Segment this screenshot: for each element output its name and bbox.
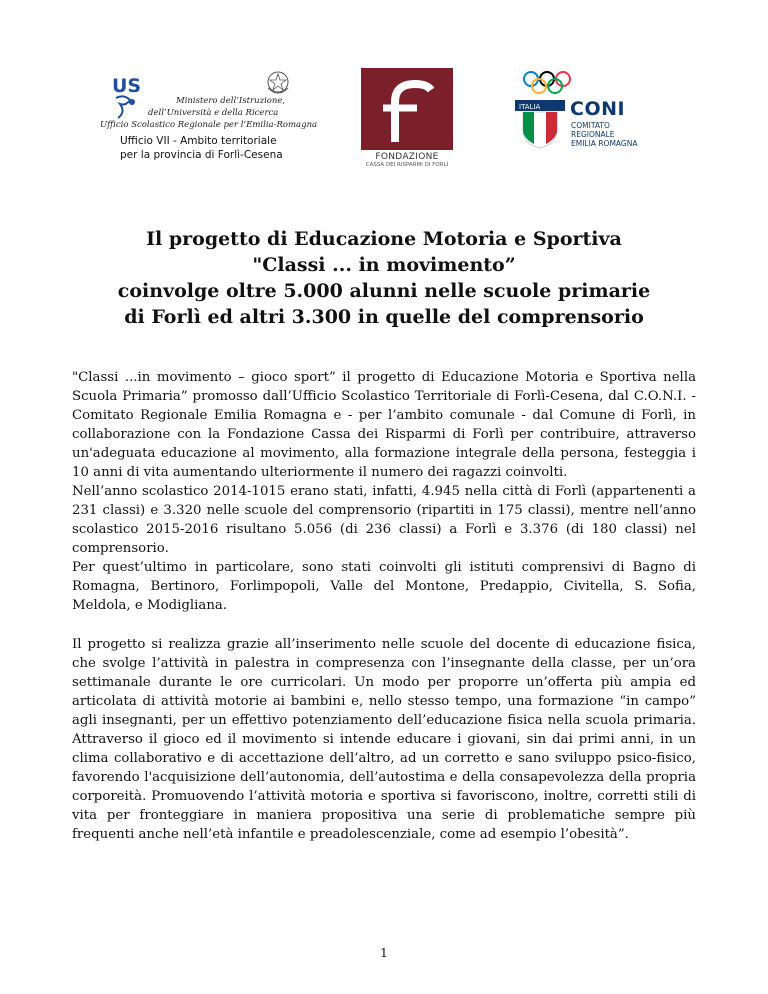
svg-text:US: US bbox=[112, 75, 142, 97]
fondazione-logo-icon bbox=[361, 68, 453, 150]
olympic-rings-icon bbox=[519, 70, 599, 96]
paragraph: Il progetto si realizza grazie all’inserimento nelle scuole del docente di educazione fisica, che svolge l’attività in palestra in compresenza con l’insegnante della classe, per un’ora settimanale durante le ore curricolari. Un modo per proporre un’offerta più ampia ed articolata di attività motorie ai bambini e, nello stesso tempo, una formazione “in campo” agli insegnanti, per un effettivo potenziamento dell’educazione fisica nella scuola primaria. Attraverso il gioco ed il movimento si intende educare i giovani, sin dai primi anni, in un clima collaborativo e di accettazione dell’altro, ad un corretto e sano sviluppo psico-fisico, favorendo l'acquisizione dell’autonomia, dell’autostima e della consapevolezza della propria corporeità. Promuovendo l’attività motoria e sportiva si favoriscono, inoltre, corretti stili di vita per fronteggiare in maniera propositiva una serie di problematiche sempre più frequenti anche nell’età infantile e preadolescenziale, come ad esempio l’obesità”. bbox=[72, 637, 696, 842]
usr-office-regional-line: Ufficio Scolastico Regionale per l’Emilia-Romagna bbox=[100, 120, 318, 130]
paragraph: "Classi ...in movimento – gioco sport” il progetto di Educazione Motoria e Sportiva nella Scuola Primaria” promosso dall’Ufficio Scolastico Territoriale di Forlì-Cesena, dal C.O.N.I. - Comitato Regionale Emilia Romagna e - per l’ambito comunale - dal Comune di Forlì, in collaborazione con la Fondazione Cassa dei Risparmi di Forlì per contribuire, attraverso un'adeguata educazione al movimento, alla formazione integrale della persona, festeggia i 10 anni di vita aumentando ulteriormente il numero dei ragazzi coinvolti. bbox=[72, 370, 696, 480]
coni-sub-3: EMILIA ROMAGNA bbox=[571, 139, 638, 148]
usr-logo-icon bbox=[110, 72, 150, 124]
coni-name: CONI bbox=[570, 98, 626, 120]
title-line-1: Il progetto di Educazione Motoria e Sportiva bbox=[146, 228, 622, 250]
fondazione-name: FONDAZIONE bbox=[375, 152, 439, 162]
usr-office-line-1: Ufficio VII - Ambito territoriale bbox=[120, 135, 277, 147]
document-body bbox=[72, 368, 696, 844]
title-line-4: di Forlì ed altri 3.300 in quelle del comprensorio bbox=[124, 306, 644, 328]
header-logos bbox=[0, 68, 768, 178]
svg-text:ITALIA: ITALIA bbox=[519, 103, 541, 111]
usr-university-line: dell’Università e della Ricerca bbox=[148, 108, 279, 118]
republic-emblem-icon bbox=[265, 68, 291, 98]
coni-logo bbox=[515, 70, 655, 170]
page-number: 1 bbox=[380, 946, 388, 960]
paragraph: Per quest’ultimo in particolare, sono stati coinvolti gli istituti comprensivi di Bagno di Romagna, Bertinoro, Forlimpopoli, Valle del Montone, Predappio, Civitella, S. Sofia, Meldola, e Modigliana. bbox=[72, 560, 696, 613]
document-title bbox=[0, 226, 768, 330]
title-line-3: coinvolge oltre 5.000 alunni nelle scuole primarie bbox=[117, 280, 651, 302]
paragraph: Nell’anno scolastico 2014-1015 erano stati, infatti, 4.945 nella città di Forlì (appartenenti a 231 classi) e 3.320 nelle scuole del comprensorio (ripartiti in 175 classi), mentre nell’anno scolastico 2015-2016 risultano 5.056 (di 236 classi) a Forlì e 3.376 (di 180 classi) nel comprensorio. bbox=[72, 484, 696, 556]
coni-sub-1: COMITATO bbox=[571, 121, 610, 130]
title-line-2: "Classi ... in movimento” bbox=[252, 254, 516, 276]
usr-ministry-line: Ministero dell’Istruzione, bbox=[176, 96, 286, 106]
fondazione-subtitle: CASSA DEI RISPARMI DI FORLÌ bbox=[365, 162, 449, 168]
coni-sub-2: REGIONALE bbox=[571, 130, 615, 139]
coni-shield-icon bbox=[515, 100, 565, 150]
usr-logo bbox=[98, 68, 328, 168]
fondazione-logo bbox=[357, 68, 457, 168]
usr-office-line-2: per la provincia di Forlì-Cesena bbox=[120, 149, 283, 161]
